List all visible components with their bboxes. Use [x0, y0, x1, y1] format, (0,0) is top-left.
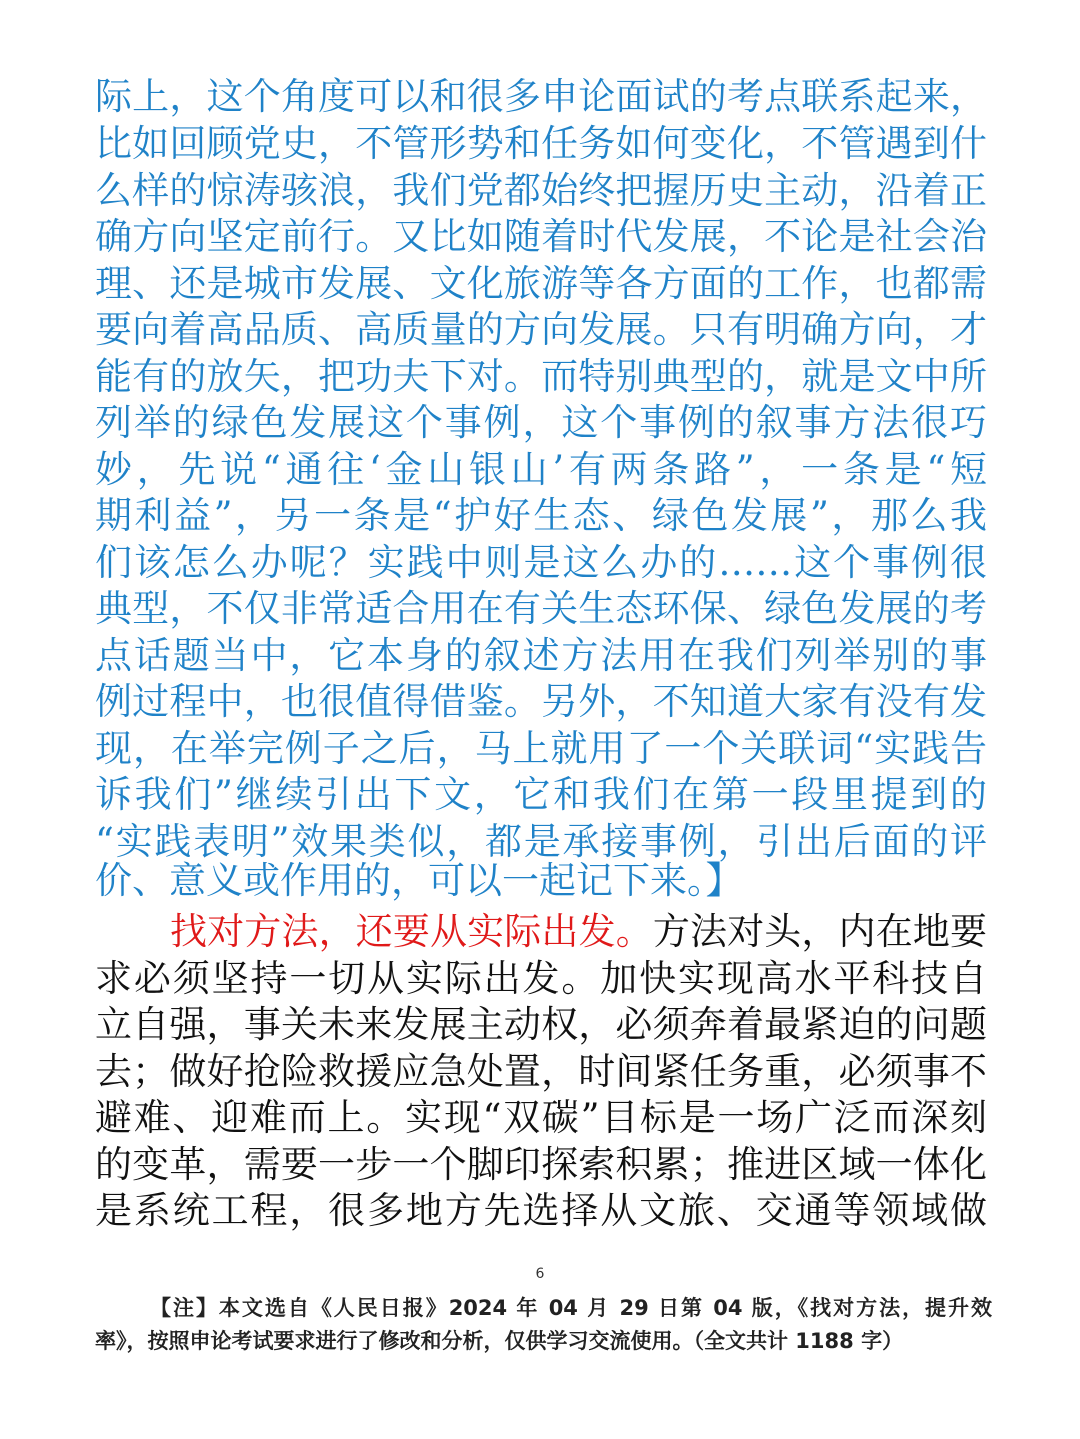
analysis-line: 妙，先说“通往‘金山银山’有两条路”，一条是“短 — [95, 448, 987, 491]
analysis-line: 期利益”，另一条是“护好生态、绿色发展”，那么我 — [95, 494, 987, 537]
footnote-line: 率》，按照申论考试要求进行了修改和分析，仅供学习交流使用。（全文共计 1188 字） — [95, 1329, 904, 1353]
analysis-line: 要向着高品质、高质量的方向发展。只有明确方向，才 — [95, 308, 987, 351]
analysis-line: 理、还是城市发展、文化旅游等各方面的工作，也都需 — [95, 262, 987, 305]
analysis-line: 么样的惊涛骇浪，我们党都始终把握历史主动，沿着正 — [95, 169, 987, 212]
analysis-line: 点话题当中，它本身的叙述方法用在我们列举别的事 — [95, 634, 987, 677]
analysis-line-last: 价、意义或作用的，可以一起记下来。】 — [95, 859, 743, 902]
page-number: 6 — [535, 1266, 545, 1282]
analysis-line: 诉我们”继续引出下文，它和我们在第一段里提到的 — [95, 773, 987, 816]
body-line: 是系统工程，很多地方先选择从文旅、交通等领域做 — [95, 1189, 987, 1232]
body-line: 避难、迎难而上。实现“双碳”目标是一场广泛而深刻 — [95, 1096, 987, 1139]
body-line: 立自强，事关未来发展主动权，必须奔着最紧迫的问题 — [95, 1003, 987, 1046]
analysis-line: 际上，这个角度可以和很多申论面试的考点联系起来， — [95, 75, 987, 118]
body-line: 的变革，需要一步一个脚印探索积累；推进区域一体化 — [95, 1143, 987, 1186]
section-heading: 找对方法，还要从实际出发。 — [170, 910, 653, 953]
body-line: 求必须坚持一切从实际出发。加快实现高水平科技自 — [95, 957, 987, 1000]
body-first-line — [170, 909, 987, 955]
body-text: 方法对头，内在地要 — [652, 910, 988, 953]
body-line: 去；做好抢险救援应急处置，时间紧任务重，必须事不 — [95, 1050, 987, 1093]
analysis-line: 例过程中，也很值得借鉴。另外，不知道大家有没有发 — [95, 680, 987, 723]
footnote-line: 【注】本文选自《人民日报》2024 年 04 月 29 日第 04 版，《找对方法，提升效 — [150, 1296, 992, 1320]
analysis-line: 列举的绿色发展这个事例，这个事例的叙事方法很巧 — [95, 401, 987, 444]
analysis-line: 比如回顾党史，不管形势和任务如何变化，不管遇到什 — [95, 122, 987, 165]
analysis-line: 典型，不仅非常适合用在有关生态环保、绿色发展的考 — [95, 587, 987, 630]
analysis-line: “实践表明”效果类似，都是承接事例，引出后面的评 — [95, 820, 987, 863]
analysis-line: 现，在举完例子之后，马上就用了一个关联词“实践告 — [95, 727, 987, 770]
analysis-line: 确方向坚定前行。又比如随着时代发展，不论是社会治 — [95, 215, 987, 258]
analysis-line: 们该怎么办呢？实践中则是这么办的……这个事例很 — [95, 541, 987, 584]
analysis-line: 能有的放矢，把功夫下对。而特别典型的，就是文中所 — [95, 355, 987, 398]
